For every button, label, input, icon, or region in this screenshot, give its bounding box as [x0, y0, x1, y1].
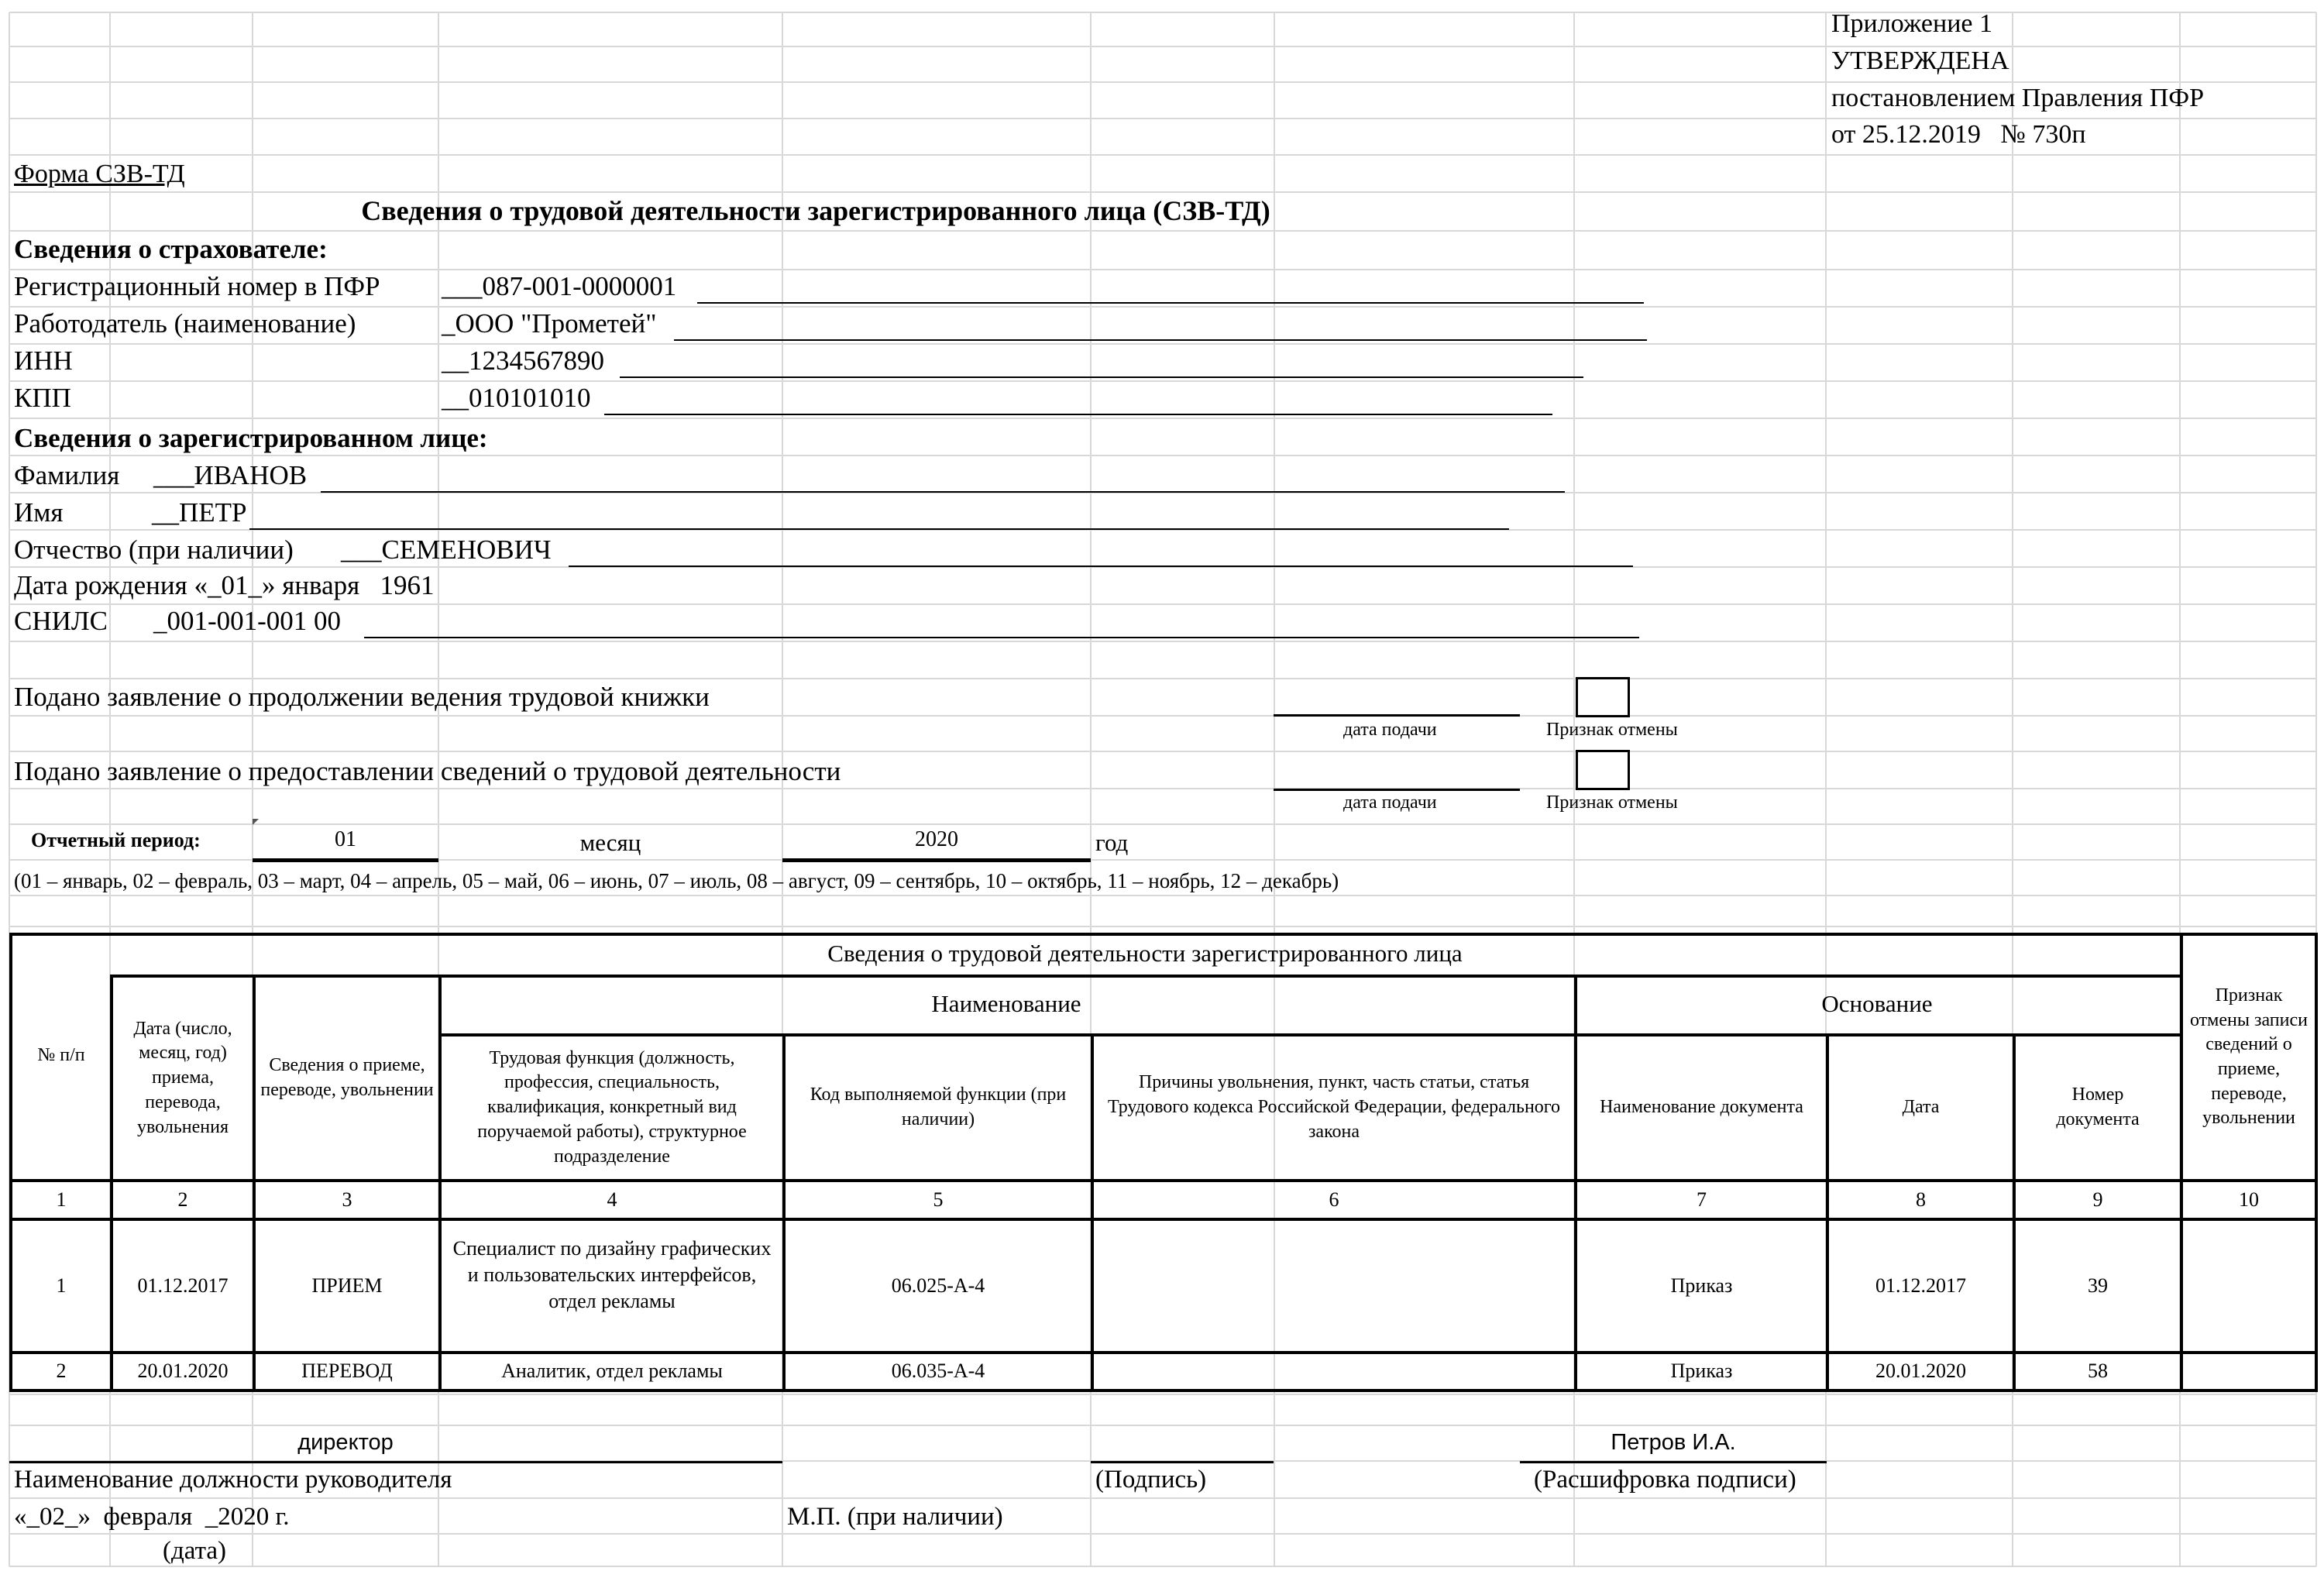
patronymic-value: ___СЕМЕНОВИЧ [341, 535, 552, 565]
row-code: 06.025-А-4 [891, 1274, 985, 1297]
row-reason [1094, 1354, 1574, 1389]
row-doc-name: Приказ [1670, 1360, 1733, 1383]
col-number: 5 [933, 1188, 944, 1211]
row-doc-date: 01.12.2017 [1875, 1274, 1966, 1297]
row-info: ПРИЕМ [311, 1274, 383, 1297]
position-value: директор [297, 1430, 394, 1455]
naming-group-title: Наименование [931, 989, 1081, 1017]
birth-date: Дата рождения «_01_» января 1961 [14, 570, 435, 600]
col-number: 10 [2239, 1188, 2259, 1211]
inn-value: __1234567890 [442, 345, 604, 376]
reg-number-value: ___087-001-0000001 [442, 271, 677, 301]
row-info: ПЕРЕВОД [301, 1360, 393, 1383]
header-code: Код выполняемой функции (при наличии) [810, 1085, 1067, 1129]
row-doc-num: 39 [2088, 1274, 2108, 1297]
header-doc-date: Дата [1902, 1097, 1940, 1118]
row-function: Специалист по дизайну графических и пользовательских интерфейсов, отдел рекламы [452, 1236, 772, 1313]
employer-name-value: _ООО "Прометей" [442, 308, 657, 339]
period-month-label: месяц [579, 829, 641, 856]
cancel-caption-1: Признак отмены [1546, 720, 1678, 740]
sign-date-value: «_02_» февраля _2020 г. [14, 1503, 290, 1531]
first-name-value: __ПЕТР [152, 497, 247, 528]
snils-value: _001-001-001 00 [153, 606, 342, 636]
annex-line-4: от 25.12.2019 № 730п [1831, 120, 2086, 149]
sign-date-caption: (дата) [163, 1537, 227, 1565]
row-cancel [2183, 1221, 2315, 1351]
period-year-label: год [1095, 829, 1129, 856]
header-reason: Причины увольнения, пункт, часть статьи, статья Трудового кодекса Российской Федерации, федерального закона [1107, 1072, 1561, 1142]
period-legend: (01 – январь, 02 – февраль, 03 – март, 04 – апрель, 05 – май, 06 – июнь, 07 – июль, 08 – август, 09 – сентябрь, 10 – октябрь, 11 – ноябрь, 12 – декабрь) [14, 869, 1339, 892]
stamp-label: М.П. (при наличии) [787, 1503, 1003, 1531]
annex-line-3: постановлением Правления ПФР [1831, 84, 2205, 112]
reg-number-label: Регистрационный номер в ПФР [14, 271, 380, 301]
application-continue-book: Подано заявление о продолжении ведения трудовой книжки [14, 682, 710, 712]
date-caption-1: дата подачи [1343, 720, 1437, 740]
kpp-label: КПП [14, 383, 71, 413]
period-month-value: 01 [335, 827, 356, 851]
row-num: 1 [56, 1274, 67, 1297]
row-reason [1094, 1221, 1574, 1351]
header-cancel: Признак отмены записи сведений о приеме, переводе, увольнении [2190, 985, 2308, 1129]
snils-label: СНИЛС [14, 606, 108, 636]
row-date: 20.01.2020 [137, 1360, 229, 1383]
header-date: Дата (число, месяц, год) приема, перевода, увольнения [133, 1018, 232, 1137]
cancel-checkbox-1[interactable] [1576, 677, 1630, 717]
row-code: 06.035-А-4 [891, 1360, 985, 1383]
table-group-title: Сведения о трудовой деятельности зарегистрированного лица [827, 939, 1463, 967]
header-doc-num: Номер документа [2056, 1085, 2140, 1129]
col-number: 1 [56, 1188, 67, 1211]
application-provide-info: Подано заявление о предоставлении сведений о трудовой деятельности [14, 756, 841, 786]
first-name-label: Имя [14, 497, 64, 528]
header-doc-name: Наименование документа [1600, 1097, 1803, 1118]
col-number: 7 [1697, 1188, 1707, 1211]
header-info: Сведения о приеме, переводе, увольнении [260, 1055, 434, 1100]
cancel-caption-2: Признак отмены [1546, 792, 1678, 813]
row-doc-date: 20.01.2020 [1875, 1360, 1966, 1383]
period-label: Отчетный период: [31, 829, 201, 851]
name-caption: (Расшифровка подписи) [1534, 1466, 1796, 1494]
inn-label: ИНН [14, 345, 73, 376]
surname-value: ___ИВАНОВ [153, 460, 308, 490]
person-heading: Сведения о зарегистрированном лице: [14, 423, 488, 453]
work-activity-table [9, 933, 2318, 1392]
row-date: 01.12.2017 [137, 1274, 229, 1297]
annex-line-1: Приложение 1 [1831, 9, 1992, 38]
col-number: 9 [2092, 1188, 2103, 1211]
col-number: 3 [342, 1188, 352, 1211]
name-value: Петров И.А. [1611, 1430, 1736, 1455]
col-number: 4 [607, 1188, 617, 1211]
employer-name-label: Работодатель (наименование) [14, 308, 356, 339]
col-number: 6 [1329, 1188, 1339, 1211]
row-cancel [2183, 1354, 2315, 1389]
employer-heading: Сведения о страхователе: [14, 234, 328, 264]
row-doc-name: Приказ [1670, 1274, 1733, 1297]
signature-caption: (Подпись) [1095, 1466, 1207, 1494]
page-title: Сведения о трудовой деятельности зарегистрированного лица (СЗВ-ТД) [361, 195, 1270, 226]
position-caption: Наименование должности руководителя [14, 1466, 452, 1494]
col-number: 8 [1916, 1188, 1926, 1211]
row-num: 2 [56, 1360, 67, 1383]
row-doc-num: 58 [2088, 1360, 2108, 1383]
period-year-value: 2020 [915, 827, 958, 851]
cancel-checkbox-2[interactable] [1576, 750, 1630, 790]
form-label: Форма СЗВ-ТД [14, 160, 185, 188]
annex-line-2: УТВЕРЖДЕНА [1831, 46, 2009, 75]
kpp-value: __010101010 [442, 383, 591, 413]
col-number: 2 [177, 1188, 188, 1211]
row-function: Аналитик, отдел рекламы [501, 1360, 723, 1383]
surname-label: Фамилия [14, 460, 120, 490]
header-function: Трудовая функция (должность, профессия, специальность, квалификация, конкретный вид поручаемой работы), структурное подразделение [477, 1047, 747, 1167]
patronymic-label: Отчество (при наличии) [14, 535, 294, 565]
basis-group-title: Основание [1821, 989, 1933, 1017]
date-caption-2: дата подачи [1343, 792, 1437, 813]
header-num: № п/п [37, 1045, 85, 1066]
